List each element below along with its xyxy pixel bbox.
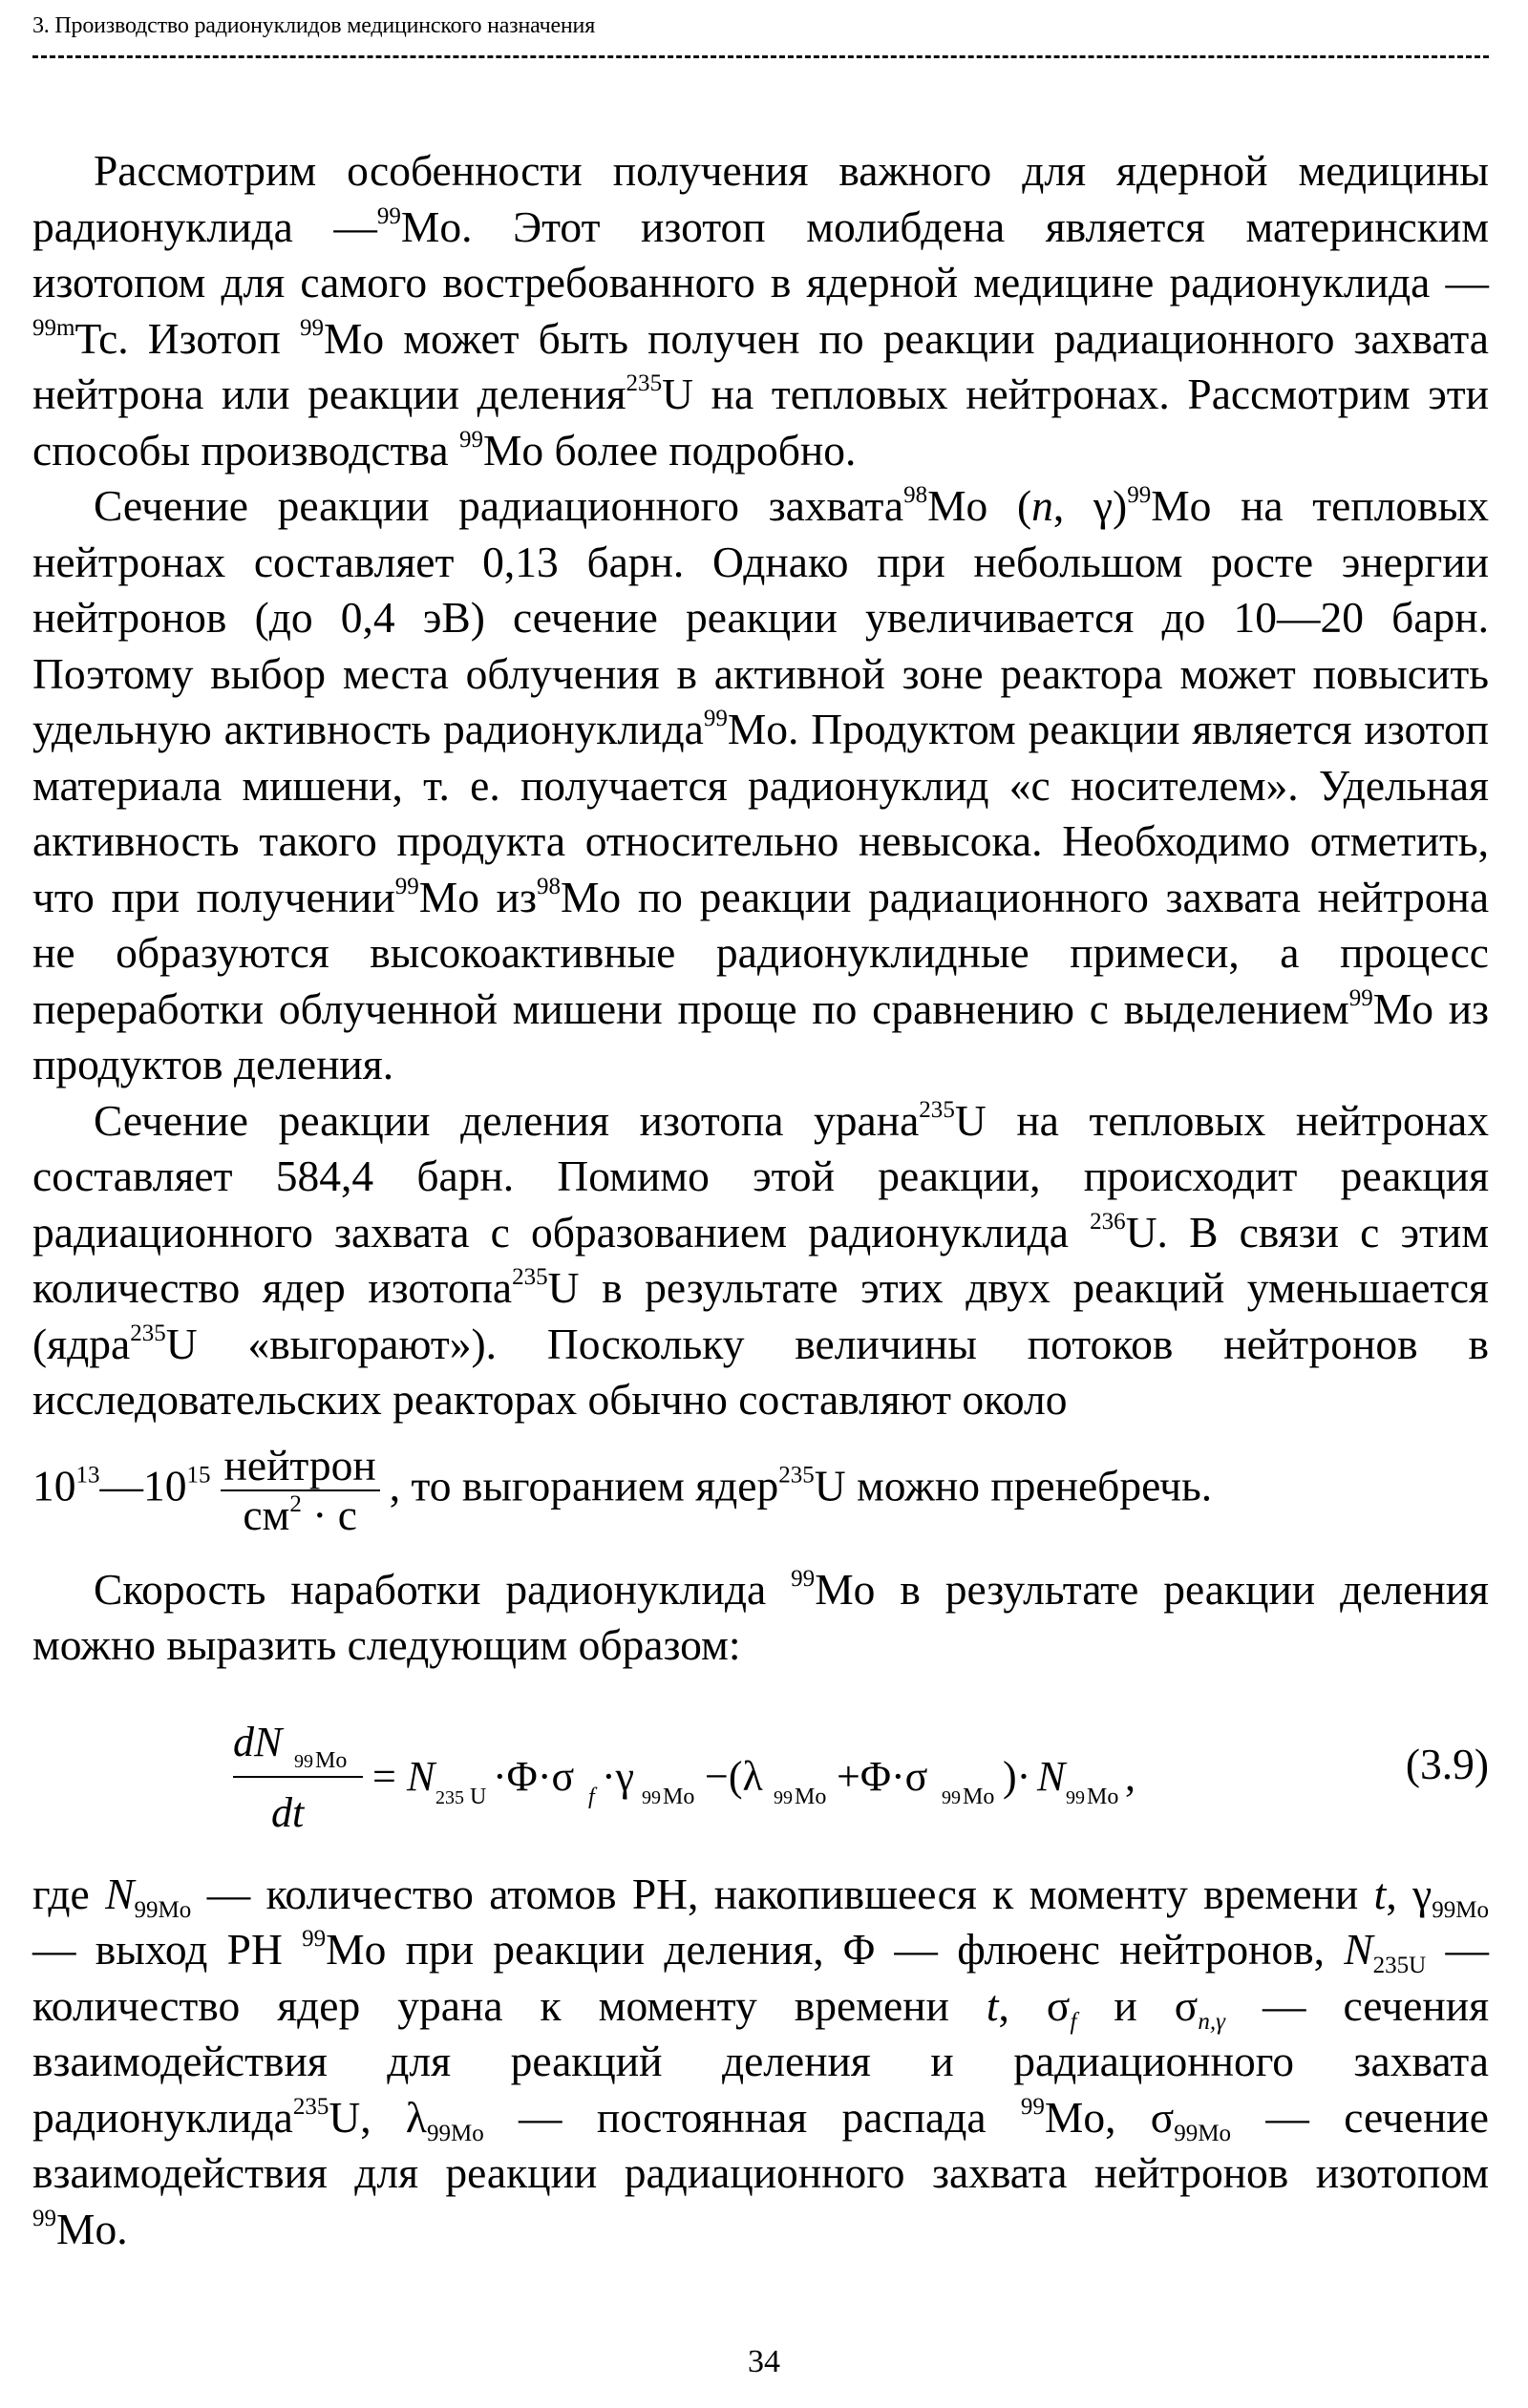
svg-text:,: ,: [1125, 1752, 1135, 1800]
svg-text:f: f: [588, 1784, 595, 1809]
paragraph-5: где $N_{99Mo}$ — количество атомов РН, накопившееся к моменту времени t, $\gamma_{99Mo}$ — выход РН $^{99}$Mo при реакции деления, Φ — флюенс нейтронов, $N_{235U}$ — количество ядер урана к моменту времени t, $\sigma_f$ и $\sigma_{n,\gamma}$ — сечения взаимодействия для реакций деления и радиационного захвата радионуклида$^{235}$U, $\lambda_{99Mo}$ — постоянная распада $^{99}$Mo, $\sigma_{99Mo}$ — сечение взаимодействия для реакции радиационного захвата нейтронов изотопом $^{99}$Mo.: [32, 1869, 1490, 2253]
svg-text:·Φ·σ: ·Φ·σ: [493, 1752, 575, 1800]
svg-text:Mo: Mo: [663, 1784, 695, 1809]
svg-text:Mo: Mo: [1087, 1784, 1119, 1809]
equation-number: (3.9): [1405, 1739, 1489, 1788]
svg-text:Mo: Mo: [963, 1784, 995, 1809]
svg-text:U: U: [470, 1784, 487, 1809]
svg-text:N: N: [407, 1752, 435, 1800]
svg-text:=: =: [372, 1752, 396, 1800]
svg-text:99: 99: [294, 1750, 313, 1772]
flux-unit-fraction: $\frac{\text{нейтрон}}{см^2 \cdot с}$: [221, 1442, 380, 1539]
svg-text:−(λ: −(λ: [705, 1752, 763, 1800]
svg-text:)·: )·: [1003, 1752, 1031, 1800]
svg-text:99: 99: [774, 1786, 793, 1808]
running-header: 3. Производство радионуклидов медицинского назначения: [32, 13, 596, 38]
paragraph-4: Скорость наработки радионуклида $^{99}$Mo в результате реакции деления можно выразить следующим образом:: [32, 1564, 1489, 1670]
page-number: 34: [748, 2344, 780, 2379]
page-body: [32, 143, 1489, 2257]
svg-text:·γ: ·γ: [602, 1752, 635, 1800]
svg-text:Mo: Mo: [315, 1747, 348, 1773]
svg-text:N: N: [1037, 1752, 1066, 1800]
svg-text:dN: dN: [233, 1718, 283, 1765]
svg-text:99: 99: [1066, 1786, 1085, 1808]
neutron-flux-line: $10^{13}—10^{15}$ $\frac{\text{нейтрон}}{см^2 \cdot с}$ , то выгоранием ядер$^{235}$U можно пренебречь.: [32, 1440, 1213, 1539]
paragraph-2: Сечение реакции радиационного захвата$^{98}$Mo (n, γ)$^{99}$Mo на тепловых нейтронах составляет 0,13 барн. Однако при небольшом росте энергии нейтронов (до 0,4 эВ) сечение реакции увеличивается до 10—20 барн. Поэтому выбор места облучения в активной зоне реактора может повысить удельную активность радионуклида$^{99}$Mo. Продуктом реакции является изотоп материала мишени, т. е. получается радионуклид «с носителем». Удельная активность такого продукта относительно невысока. Необходимо отметить, что при получении$^{99}$Mo $из^{98}Mo$ по реакции радиационного захвата нейтрона не образуются высокоактивные радионуклидные примеси, а процесс переработки облученной мишени проще по сравнению с выделением$^{99}$Mo из продуктов деления.: [32, 481, 1490, 1088]
svg-text:99: 99: [642, 1786, 661, 1808]
svg-text:dt: dt: [271, 1788, 305, 1836]
equation-expression: [233, 1710, 1236, 1844]
svg-text:235: 235: [435, 1786, 464, 1808]
equation-3-9: [32, 1700, 1489, 1844]
svg-text:99: 99: [942, 1786, 961, 1808]
paragraph-3: Сечение реакции деления изотопа урана$^{235}$U на тепловых нейтронах составляет 584,4 барн. Помимо этой реакции, происходит реакция радиационного захвата с образованием радионуклида $^{236}$U. В связи с этим количество ядер изотопа$^{235}$U в результате этих двух реакций уменьшается (ядра$^{235}$U «выгорают»). Поскольку величины потоков нейтронов в исследовательских реакторах обычно составляют около: [32, 1095, 1489, 1424]
paragraph-1: Рассмотрим особенности получения важного для ядерной медицины радионуклида —$^{99}$Mo. Этот изотоп молибдена является материнским изотопом для самого востребованного в ядерной медицине радионуклида —$^{99m}$Tc. Изотоп $^{99}$Mo может быть получен по реакции радиационного захвата нейтрона или реакции деления$^{235}$U на тепловых нейтронах. Рассмотрим эти способы производства $^{99}$Mo более подробно.: [32, 146, 1489, 475]
header-divider: [32, 55, 1489, 58]
svg-text:Mo: Mo: [795, 1784, 827, 1809]
svg-text:+Φ·σ: +Φ·σ: [837, 1752, 928, 1800]
